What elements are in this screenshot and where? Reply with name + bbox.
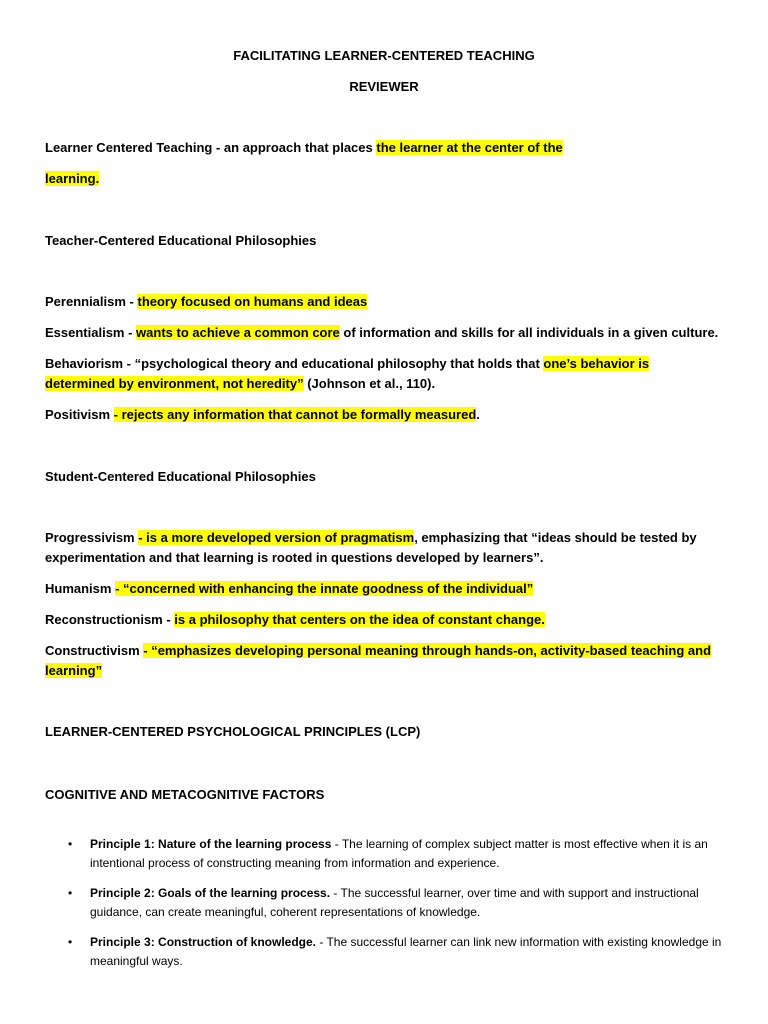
student-centered-heading: Student-Centered Educational Philosophies xyxy=(45,469,316,484)
intro-highlight-1: the learner at the center of the xyxy=(376,140,563,155)
constructivism-line-1 xyxy=(45,641,711,661)
behaviorism-highlight-2: determined by environment, not heredity” xyxy=(45,376,304,391)
positivism-term: Positivism xyxy=(45,407,114,422)
document-title: FACILITATING LEARNER-CENTERED TEACHING xyxy=(233,48,535,63)
progressivism-line-1 xyxy=(45,528,697,548)
intro-text: Learner Centered Teaching - an approach that places xyxy=(45,140,377,155)
constructivism-highlight-1: - “emphasizes developing personal meaning through hands-on, activity-based teaching and xyxy=(143,643,712,658)
behaviorism-line-1 xyxy=(45,354,649,374)
progressivism-term: Progressivism xyxy=(45,530,139,545)
bullet-icon: • xyxy=(68,886,73,900)
essentialism-line xyxy=(45,323,718,343)
progressivism-rest-1: , emphasizing that “ideas should be tested by xyxy=(414,530,697,545)
principle-3-text: - The successful learner can link new information with existing knowledge in meaningful ways. xyxy=(90,935,722,968)
perennialism-highlight: theory focused on humans and ideas xyxy=(137,294,368,309)
positivism-rest: . xyxy=(476,407,480,422)
lcp-heading: LEARNER-CENTERED PSYCHOLOGICAL PRINCIPLES (LCP) xyxy=(45,724,421,739)
principle-3-item xyxy=(68,933,728,971)
reconstructionism-highlight: is a philosophy that centers on the idea of constant change. xyxy=(174,612,545,627)
constructivism-line-2 xyxy=(45,661,102,681)
humanism-highlight: - “concerned with enhancing the innate goodness of the individual” xyxy=(115,581,534,596)
intro-line-1 xyxy=(45,138,563,158)
behaviorism-rest: (Johnson et al., 110). xyxy=(303,376,436,391)
principle-3-title: Principle 3: Construction of knowledge. xyxy=(90,935,317,949)
intro-line-2 xyxy=(45,169,99,189)
progressivism-line-2: experimentation and that learning is rooted in questions developed by learners”. xyxy=(45,550,544,565)
bullet-icon: • xyxy=(68,935,73,949)
perennialism-line xyxy=(45,292,367,312)
principle-2-title: Principle 2: Goals of the learning process. xyxy=(90,886,331,900)
constructivism-highlight-2: learning” xyxy=(45,663,103,678)
reconstructionism-term: Reconstructionism - xyxy=(45,612,175,627)
behaviorism-highlight-1: one’s behavior is xyxy=(543,356,650,371)
essentialism-rest: of information and skills for all individuals in a given culture. xyxy=(339,325,719,340)
perennialism-term: Perennialism - xyxy=(45,294,138,309)
constructivism-term: Constructivism xyxy=(45,643,144,658)
principle-1-text: - The learning of complex subject matter is most effective when it is an intentional process of constructing meaning from information and experience. xyxy=(90,837,708,870)
essentialism-highlight: wants to achieve a common core xyxy=(136,325,340,340)
principle-1-title: Principle 1: Nature of the learning process xyxy=(90,837,332,851)
progressivism-highlight: - is a more developed version of pragmatism xyxy=(138,530,415,545)
behaviorism-line-2 xyxy=(45,374,435,394)
principle-1-item xyxy=(68,835,728,873)
document-subtitle: REVIEWER xyxy=(349,79,419,94)
principle-2-item xyxy=(68,884,728,922)
essentialism-term: Essentialism - xyxy=(45,325,137,340)
humanism-term: Humanism xyxy=(45,581,116,596)
teacher-centered-heading: Teacher-Centered Educational Philosophies xyxy=(45,233,317,248)
positivism-line xyxy=(45,405,480,425)
intro-highlight-2: learning. xyxy=(45,171,100,186)
bullet-icon: • xyxy=(68,837,73,851)
positivism-highlight: - rejects any information that cannot be formally measured xyxy=(113,407,477,422)
behaviorism-term: Behaviorism - “psychological theory and educational philosophy that holds that xyxy=(45,356,544,371)
principle-2-text: - The successful learner, over time and with support and instructional guidance, can create meaningful, coherent representations of knowledge. xyxy=(90,886,699,919)
humanism-line xyxy=(45,579,533,599)
reconstructionism-line xyxy=(45,610,545,630)
cognitive-heading: COGNITIVE AND METACOGNITIVE FACTORS xyxy=(45,787,325,802)
